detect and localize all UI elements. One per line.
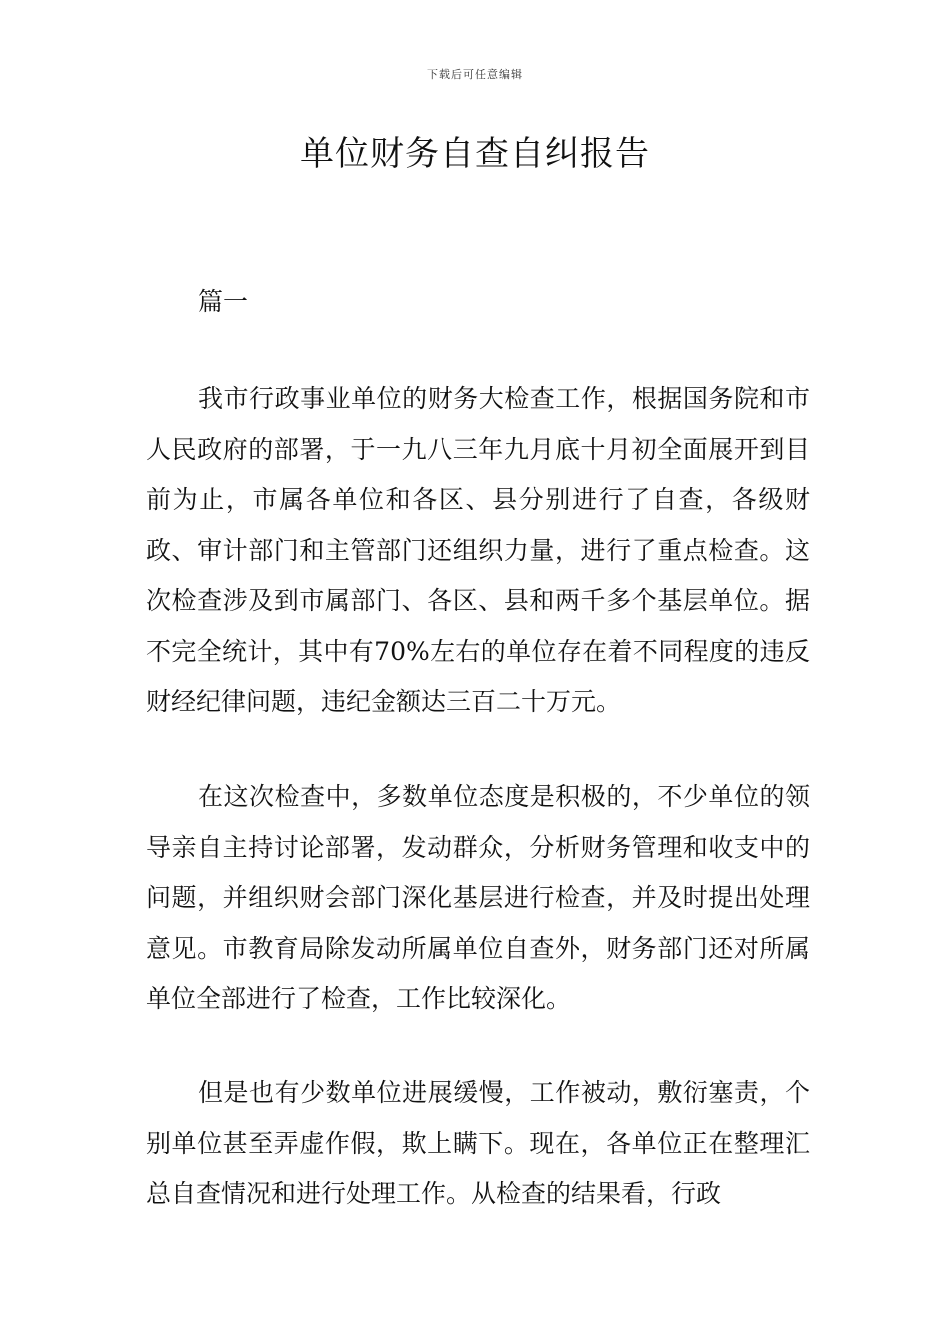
document-title: 单位财务自查自纠报告 (300, 134, 650, 174)
paragraph-2: 在这次检查中，多数单位态度是积极的，不少单位的领导亲自主持讨论部署，发动群众，分析财务管理和收支中的问题，并组织财会部门深化基层进行检查，并及时提出处理意见。市教育局除发动所属单位自查外，财务部门还对所属单位全部进行了检查，工作比较深化。 (146, 782, 810, 1013)
paragraph-1: 我市行政事业单位的财务大检查工作，根据国务院和市人民政府的部署，于一九八三年九月底十月初全面展开到目前为止，市属各单位和各区、县分别进行了自查，各级财政、审计部门和主管部门还组织力量，进行了重点检查。这次检查涉及到市属部门、各区、县和两千多个基层单位。据不完全统计，其中有70%左右的单位存在着不同程度的违反财经纪律问题，违纪金额达三百二十万元。 (146, 384, 810, 716)
section-label: 篇一 (198, 287, 249, 316)
header-note: 下载后可任意编辑 (427, 68, 523, 81)
paragraph-3: 但是也有少数单位进展缓慢，工作被动，敷衍塞责，个别单位甚至弄虚作假，欺上瞒下。现在，各单位正在整理汇总自查情况和进行处理工作。从检查的结果看，行政 (146, 1078, 810, 1208)
